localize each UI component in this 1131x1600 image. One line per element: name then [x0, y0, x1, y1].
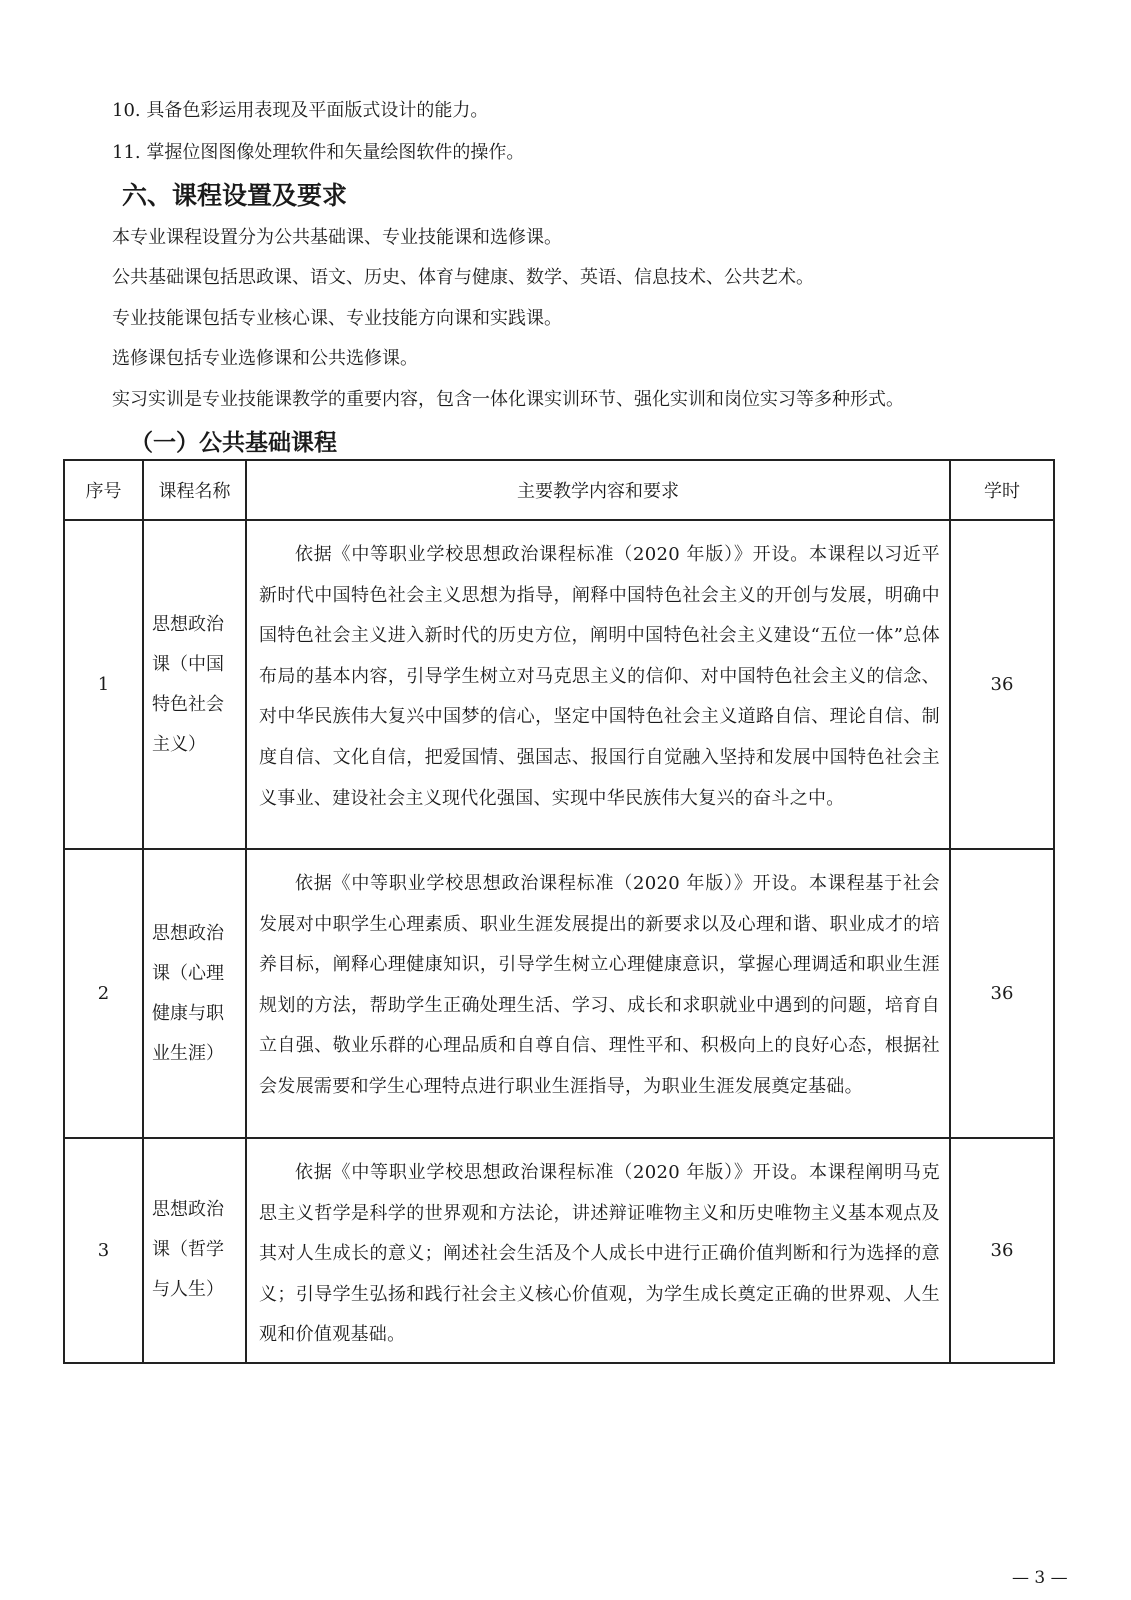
row-hours: 36: [950, 520, 1054, 849]
row-num: 2: [64, 849, 143, 1138]
row-content-cell: [246, 1138, 950, 1363]
row-num: 1: [64, 520, 143, 849]
row-name-cell: [143, 1138, 246, 1363]
row-name-cell: [143, 520, 246, 849]
course-table: [63, 459, 1055, 1364]
header-hours: 学时: [950, 460, 1054, 520]
row-name: 思想政治课（中国特色社会主义）: [152, 613, 224, 755]
row-hours: 36: [950, 849, 1054, 1138]
row-content: 依据《中等职业学校思想政治课程标准（2020 年版）》开设。本课程基于社会发展对中职学生心理素质、职业生涯发展提出的新要求以及心理和谐、职业成才的培养目标，阐释心理健康知识，引导学生树立心理健康意识，掌握心理调适和职业生涯规划的方法，帮助学生正确处理生活、学习、成长和求职就业中遇到的问题，培育自立自强、敬业乐群的心理品质和自尊自信、理性平和、积极向上的良好心态，根据社会发展需要和学生心理特点进行职业生涯指导，为职业生涯发展奠定基础。: [259, 873, 940, 1097]
paragraph: 本专业课程设置分为公共基础课、专业技能课和选修课。: [112, 227, 562, 248]
paragraph: 选修课包括专业选修课和公共选修课。: [112, 348, 418, 369]
table-row: [64, 849, 1054, 1138]
table-row: [64, 1138, 1054, 1363]
row-name: 思想政治课（心理健康与职业生涯）: [152, 922, 224, 1064]
row-content: 依据《中等职业学校思想政治课程标准（2020 年版）》开设。本课程阐明马克思主义哲学是科学的世界观和方法论，讲述辩证唯物主义和历史唯物主义基本观点及其对人生成长的意义；阐述社会生活及个人成长中进行正确价值判断和行为选择的意义；引导学生弘扬和践行社会主义核心价值观，为学生成长奠定正确的世界观、人生观和价值观基础。: [259, 1162, 940, 1346]
subsection-heading: （一）公共基础课程: [130, 430, 337, 456]
intro-line-10: 10. 具备色彩运用表现及平面版式设计的能力。: [112, 100, 489, 121]
section-heading: 六、课程设置及要求: [122, 181, 348, 210]
paragraph: 专业技能课包括专业核心课、专业技能方向课和实践课。: [112, 308, 562, 329]
row-content-cell: [246, 520, 950, 849]
table-row: [64, 520, 1054, 849]
table-header-row: [64, 460, 1054, 520]
row-name: 思想政治课（哲学与人生）: [152, 1199, 224, 1301]
header-name: 课程名称: [143, 460, 246, 520]
header-num: 序号: [64, 460, 143, 520]
paragraph: 公共基础课包括思政课、语文、历史、体育与健康、数学、英语、信息技术、公共艺术。: [112, 267, 814, 288]
row-content-cell: [246, 849, 950, 1138]
row-name-cell: [143, 849, 246, 1138]
paragraph: 实习实训是专业技能课教学的重要内容，包含一体化课实训环节、强化实训和岗位实习等多种形式。: [112, 389, 904, 410]
intro-line-11: 11. 掌握位图图像处理软件和矢量绘图软件的操作。: [112, 142, 525, 163]
header-content: 主要教学内容和要求: [246, 460, 950, 520]
row-num: 3: [64, 1138, 143, 1363]
page-number: — 3 —: [1012, 1568, 1068, 1588]
row-hours: 36: [950, 1138, 1054, 1363]
row-content: 依据《中等职业学校思想政治课程标准（2020 年版）》开设。本课程以习近平新时代中国特色社会主义思想为指导，阐释中国特色社会主义的开创与发展，明确中国特色社会主义进入新时代的历史方位，阐明中国特色社会主义建设“五位一体”总体布局的基本内容，引导学生树立对马克思主义的信仰、对中国特色社会主义的信念、对中华民族伟大复兴中国梦的信心，坚定中国特色社会主义道路自信、理论自信、制度自信、文化自信，把爱国情、强国志、报国行自觉融入坚持和发展中国特色社会主义事业、建设社会主义现代化强国、实现中华民族伟大复兴的奋斗之中。: [259, 544, 940, 809]
